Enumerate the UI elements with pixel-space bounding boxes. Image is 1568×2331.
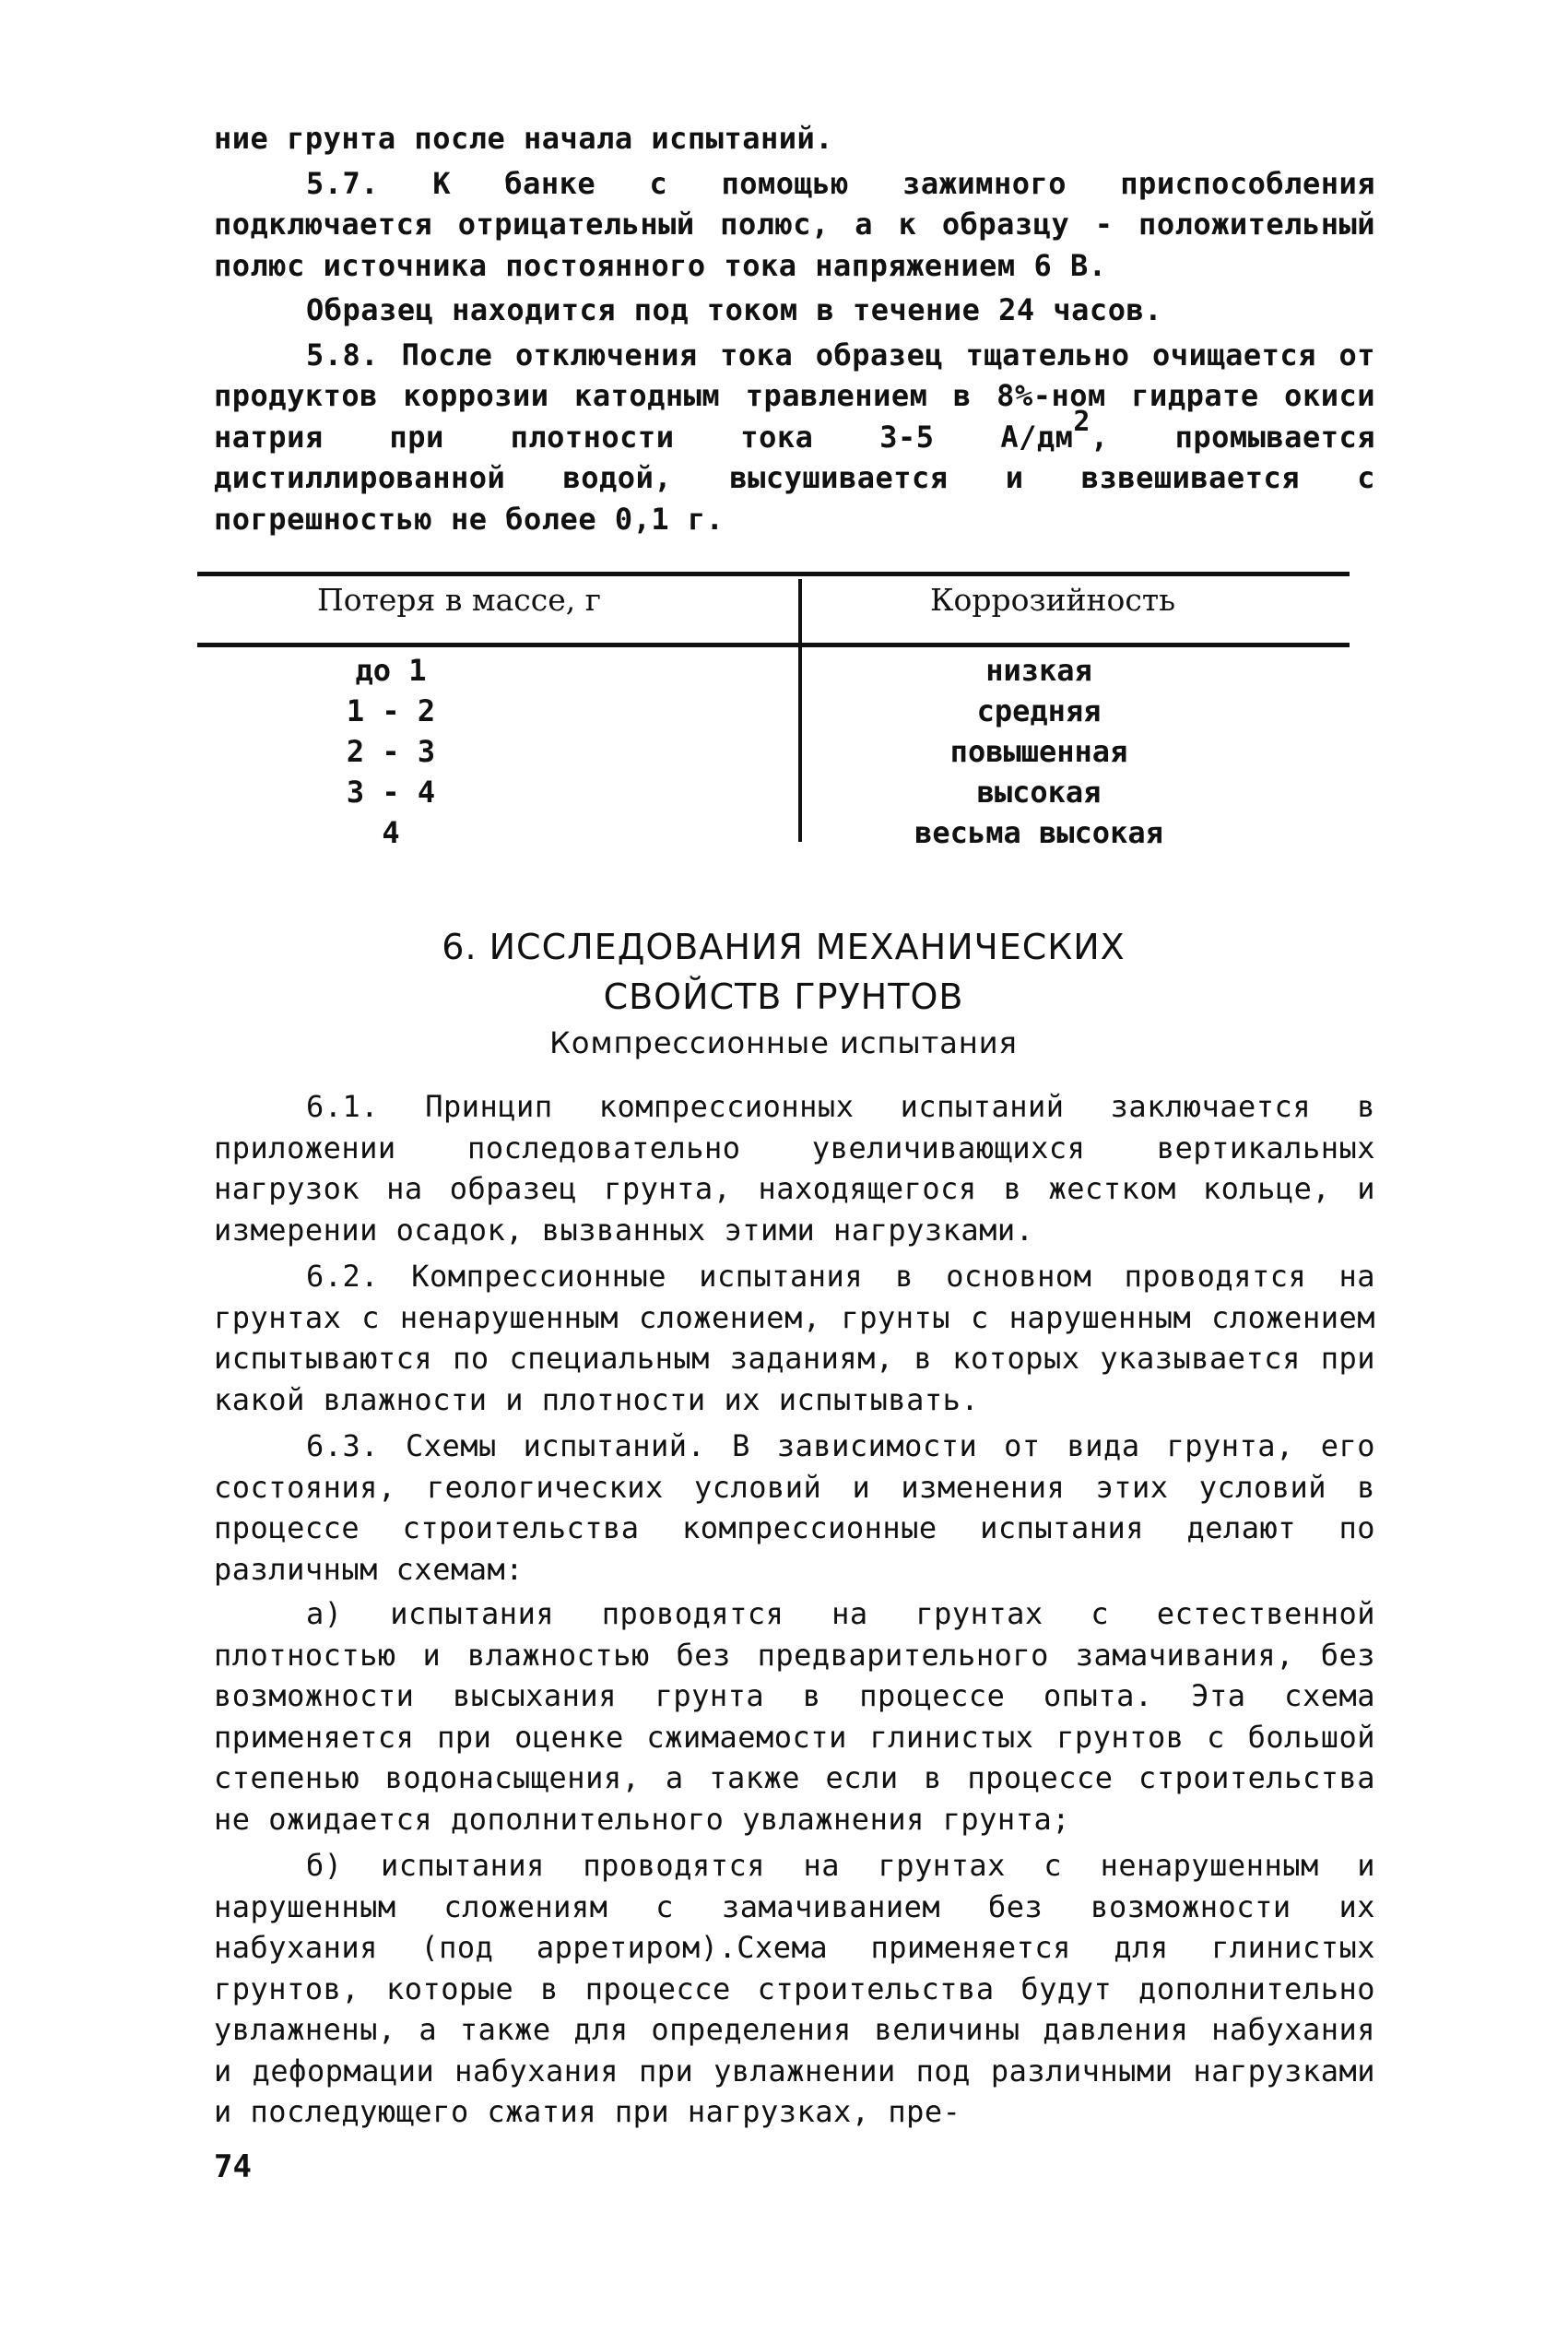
cell-corrosion: высокая	[976, 775, 1102, 810]
table-row	[197, 815, 1350, 856]
header-corrosivity: Коррозийность	[930, 582, 1176, 618]
table-row	[197, 734, 1350, 775]
top-text	[214, 118, 1375, 539]
cell-corrosion: низкая	[985, 653, 1092, 688]
table-header	[197, 576, 1350, 643]
cell-corrosion: средняя	[976, 693, 1102, 728]
paragraph-b: б) испытания проводятся на грунтах с ненарушенным и нарушенным сложениям с замачиванием без возможности их набухания (под арретиром).Схема применяется для глинистых грунтов, которые в процессе строительства будут дополнительно увлажнены, а также для определения величины давления набухания и деформации набухания при увлажнении под различными нагрузками и последующего сжатия при нагрузках, пре-	[214, 1848, 1375, 2129]
cell-mass: 4	[382, 815, 400, 850]
table-row	[197, 653, 1350, 693]
paragraph-6-2: 6.2. Компрессионные испытания в основном проводятся на грунтах с ненарушенным сложением, грунты с нарушенным сложением испытываются по специальным заданиям, в которых указывается при какой влажности и плотности их испытывать.	[214, 1259, 1375, 1417]
paragraph-6-1: 6.1. Принцип компрессионных испытаний заключается в приложении последовательно увеличивающихся вертикальных нагрузок на образец грунта, находящегося в жестком кольце, и измерении осадок, вызванных этими нагрузками.	[214, 1089, 1375, 1248]
paragraph-a: а) испытания проводятся на грунтах с естественной плотностью и влажностью без предварительного замачивания, без возможности высыхания грунта в процессе опыта. Эта схема применяется при оценке сжимаемости глинистых грунтов с большой степенью водонасыщения, а также если в процессе строительства не ожидается дополнительного увлажнения грунта;	[214, 1596, 1375, 1837]
cell-mass: 1 - 2	[346, 693, 436, 728]
page-number: 74	[214, 2148, 252, 2185]
cell-corrosion: весьма высокая	[914, 815, 1163, 850]
paragraph-5-8-part2: , промывается дистиллированной водой, высушивается и взвешивается с погрешностью не более 0,1 г.	[214, 419, 1376, 537]
corrosion-table	[197, 572, 1350, 850]
cell-mass: 3 - 4	[346, 775, 436, 810]
cell-mass: до 1	[355, 653, 427, 688]
paragraph-6-3: 6.3. Схемы испытаний. В зависимости от вида грунта, его состояния, геологических условий и изменения этих условий в процессе строительства компрессионные испытания делают по различным схемам:	[214, 1428, 1375, 1587]
header-mass-loss: Потеря в массе, г	[317, 582, 602, 618]
paragraph-5-8-part1: 5.8. После отключения тока образец тщательно очищается от продуктов коррозии катодным травлением в 8%-ном гидрате окиси натрия при плотности тока 3-5 А/дм	[214, 337, 1375, 455]
body-text	[214, 1086, 1375, 2133]
paragraph-5-8	[214, 335, 1375, 540]
section-title	[277, 922, 1291, 1022]
table-row	[197, 775, 1350, 815]
section-title-line2: СВОЙСТВ ГРУНТОВ	[603, 976, 964, 1017]
superscript-2: 2	[1073, 405, 1091, 438]
section-title-line1: 6. ИССЛЕДОВАНИЯ МЕХАНИЧЕСКИХ	[442, 927, 1126, 967]
paragraph-5-7: 5.7. К банке с помощью зажимного приспособления подключается отрицательный полюс, а к образцу - положительный полюс источника постоянного тока напряжением 6 В.	[214, 165, 1375, 283]
table-body	[197, 647, 1350, 850]
table-row	[197, 693, 1350, 734]
cell-mass: 2 - 3	[346, 734, 436, 769]
paragraph-5-7-b: Образец находится под током в течение 24 часов.	[306, 292, 1162, 327]
cell-corrosion: повышенная	[949, 734, 1128, 769]
continued-line: ние грунта после начала испытаний.	[214, 121, 834, 156]
subsection-title: Компрессионные испытания	[549, 1025, 1018, 1060]
